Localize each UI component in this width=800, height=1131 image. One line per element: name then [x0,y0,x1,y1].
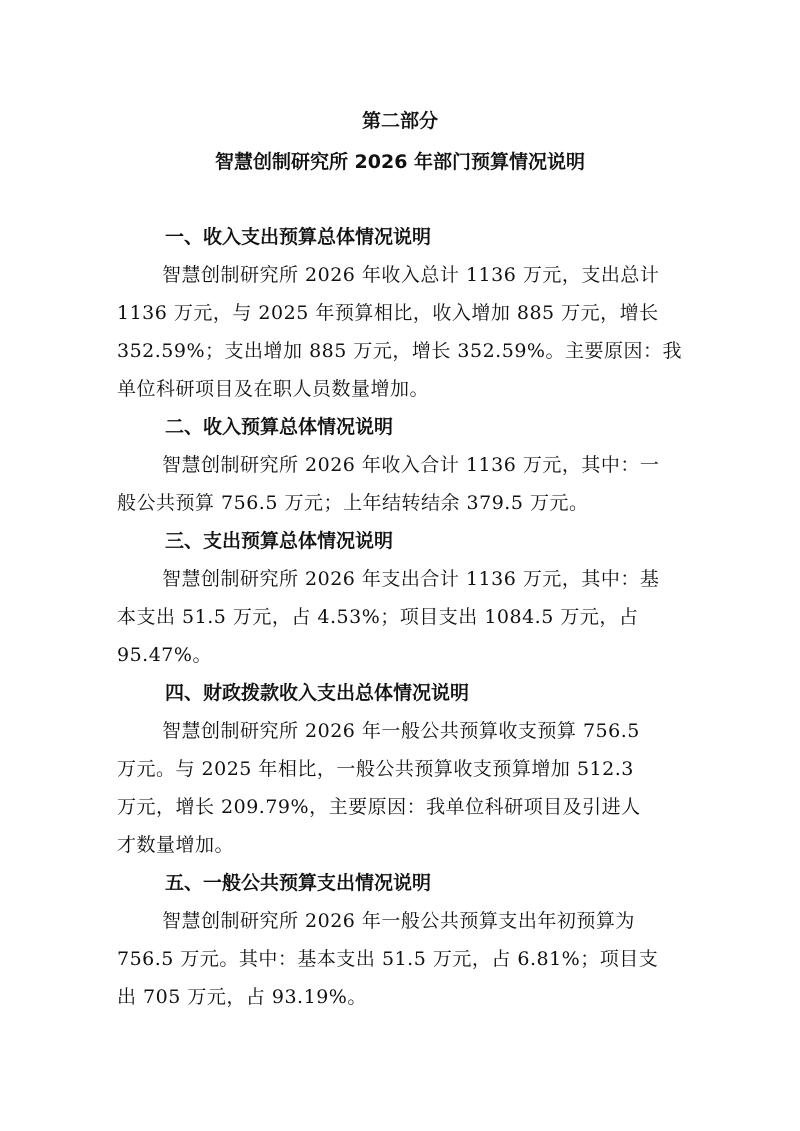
paragraph-line: 智慧创制研究所 2026 年收入总计 1136 万元，支出总计 [162,264,660,286]
part-label: 第二部分 [361,110,438,132]
paragraph-line: 352.59%；支出增加 885 万元，增长 352.59%。主要原因：我 [117,340,682,362]
paragraph-line: 智慧创制研究所 2026 年支出合计 1136 万元，其中：基 [162,568,660,590]
paragraph-line: 单位科研项目及在职人员数量增加。 [117,378,430,400]
paragraph-line: 智慧创制研究所 2026 年一般公共预算收支预算 756.5 [162,720,640,742]
document-title: 智慧创制研究所 2026 年部门预算情况说明 [214,151,586,173]
paragraph-line: 1136 万元，与 2025 年预算相比，收入增加 885 万元，增长 [117,302,659,324]
section-heading: 三、支出预算总体情况说明 [165,530,394,552]
paragraph-line: 756.5 万元。其中：基本支出 51.5 万元，占 6.81%；项目支 [117,948,659,970]
section-heading: 二、收入预算总体情况说明 [165,416,394,438]
paragraph-line: 95.47%。 [117,644,212,666]
section-heading: 四、财政拨款收入支出总体情况说明 [165,682,470,704]
paragraph-line: 才数量增加。 [117,834,235,856]
paragraph-line: 本支出 51.5 万元，占 4.53%；项目支出 1084.5 万元，占 [117,606,639,628]
paragraph-line: 智慧创制研究所 2026 年收入合计 1136 万元，其中：一 [162,454,660,476]
paragraph-line: 万元，增长 209.79%，主要原因：我单位科研项目及引进人 [117,796,641,818]
section-heading: 一、收入支出预算总体情况说明 [165,226,432,248]
section-heading: 五、一般公共预算支出情况说明 [165,872,432,894]
paragraph-line: 般公共预算 756.5 万元；上年结转结余 379.5 万元。 [117,492,589,514]
paragraph-line: 万元。与 2025 年相比，一般公共预算收支预算增加 512.3 [117,758,634,780]
paragraph-line: 智慧创制研究所 2026 年一般公共预算支出年初预算为 [162,910,635,932]
paragraph-line: 出 705 万元，占 93.19%。 [117,986,367,1008]
